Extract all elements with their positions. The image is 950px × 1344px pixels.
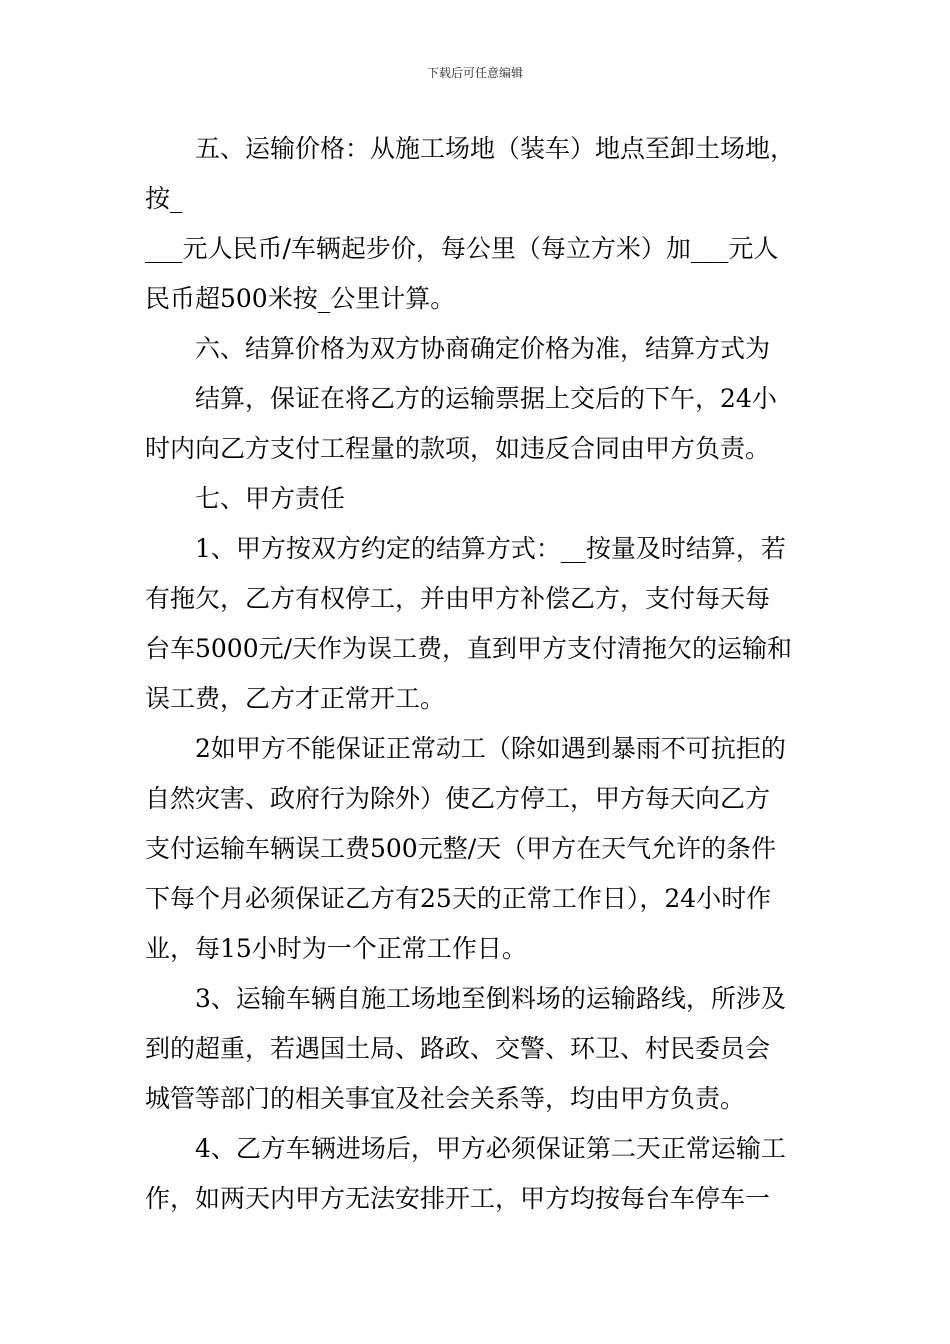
text-line: 时内向乙方支付工程量的款项，如违反合同由甲方负责。: [145, 434, 771, 463]
page-header: 下载后可任意编辑: [426, 66, 523, 80]
text-line: 支付运输车辆误工费500元整/天（甲方在天气允许的条件: [145, 834, 777, 863]
text-line: 4、乙方车辆进场后，甲方必须保证第二天正常运输工: [195, 1134, 786, 1163]
text-line: 误工费，乙方才正常开工。: [145, 684, 446, 713]
text-line: 业，每15小时为一个正常工作日。: [145, 934, 527, 963]
text-line: 下每个月必须保证乙方有25天的正常工作日），24小时作: [145, 884, 772, 913]
text-line: 民币超500米按_公里计算。: [145, 284, 456, 313]
text-line: 作，如两天内甲方无法安排开工，甲方均按每台车停车一: [145, 1184, 771, 1213]
text-line: 2如甲方不能保证正常动工（除如遇到暴雨不可抗拒的: [195, 734, 786, 763]
text-line: 五、运输价格：从施工场地（装车）地点至卸土场地，: [195, 134, 796, 163]
text-line: ___元人民币/车辆起步价，每公里（每立方米）加___元人: [145, 234, 779, 263]
text-line: 台车5000元/天作为误工费，直到甲方支付清拖欠的运输和: [145, 634, 793, 663]
text-line: 六、结算价格为双方协商确定价格为准，结算方式为: [195, 334, 771, 363]
document-text: [145, 124, 810, 1224]
text-line: 3、运输车辆自施工场地至倒料场的运输路线，所涉及: [195, 984, 786, 1013]
text-line: 到的超重，若遇国土局、路政、交警、环卫、村民委员会: [145, 1034, 771, 1063]
document-body: [145, 124, 810, 1224]
text-line: 七、甲方责任: [195, 484, 346, 513]
text-line: 结算，保证在将乙方的运输票据上交后的下午，24小: [195, 384, 777, 413]
text-line: 按_: [145, 184, 183, 213]
text-line: 城管等部门的相关事宜及社会关系等，均由甲方负责。: [145, 1084, 746, 1113]
text-line: 自然灾害、政府行为除外）使乙方停工，甲方每天向乙方: [145, 784, 771, 813]
text-line: 1、甲方按双方约定的结算方式：__按量及时结算，若: [195, 534, 786, 563]
text-line: 有拖欠，乙方有权停工，并由甲方补偿乙方，支付每天每: [145, 584, 771, 613]
